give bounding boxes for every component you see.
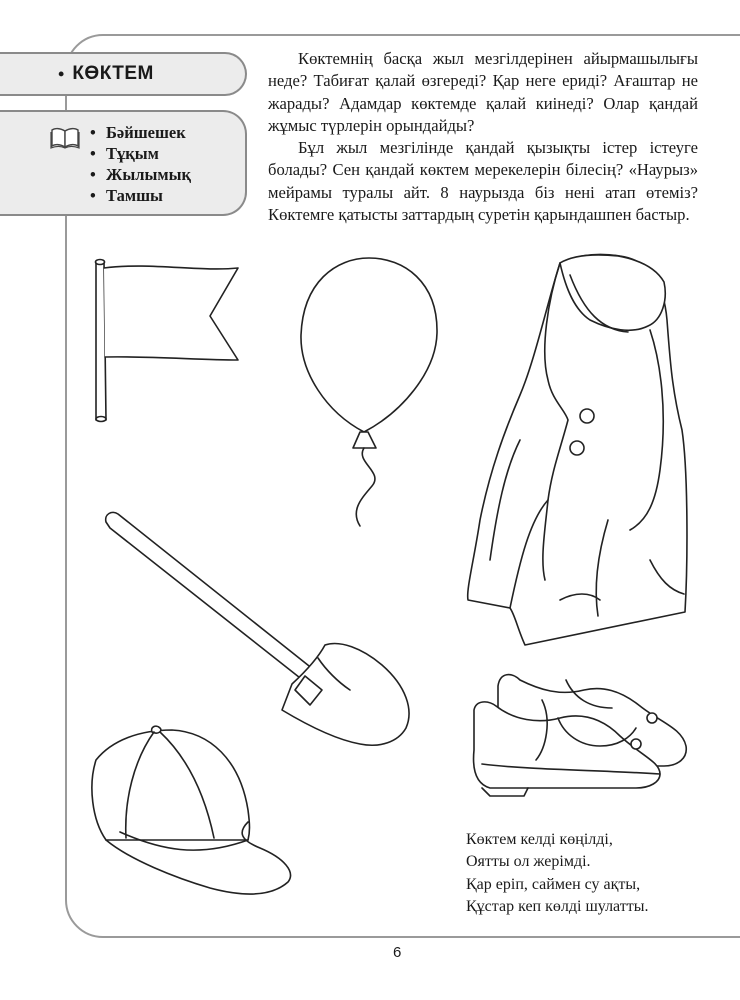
poem-line: Оятты ол жерімді.: [466, 853, 591, 871]
vocab-item: • Бәйшешек: [90, 123, 186, 142]
vocab-item: • Тамшы: [90, 186, 163, 205]
intro-paragraph-1: Көктемнің басқа жыл мезгілдерінен айырмашылығы неде? Табиғат қалай өзгереді? Қар неге ериді? Ағаштар не жарады? Адамдар көктемде қалай киінеді? Олар қандай жұмыс түрлерін орындайды?: [268, 49, 698, 135]
intro-text: [268, 48, 698, 226]
topic-title: КӨКТЕМ: [72, 63, 154, 84]
vocab-item: • Жылымық: [90, 165, 191, 184]
vocabulary-box: [0, 110, 247, 216]
topic-header: [0, 52, 247, 96]
poem-line: Құстар кеп көлді шулатты.: [466, 897, 649, 915]
intro-paragraph-2: Бұл жыл мезгілінде қандай қызықты істер істеуге болады? Сен қандай көктем мерекелерін білесің? «Наурыз» мейрамы туралы айт. 8 наурызда біз нені атап өтеміз? Көктемге қатысты заттардың суретін қарындашпен бастыр.: [268, 138, 698, 225]
topic-bullet: •: [58, 63, 65, 84]
page-number: 6: [393, 944, 402, 961]
poem: [466, 829, 648, 918]
poem-line: Қар еріп, саймен су ақты,: [466, 875, 641, 893]
book-icon: [50, 127, 80, 149]
poem-line: Көктем келді көңілді,: [466, 831, 613, 848]
vocab-item: • Тұқым: [90, 144, 159, 163]
